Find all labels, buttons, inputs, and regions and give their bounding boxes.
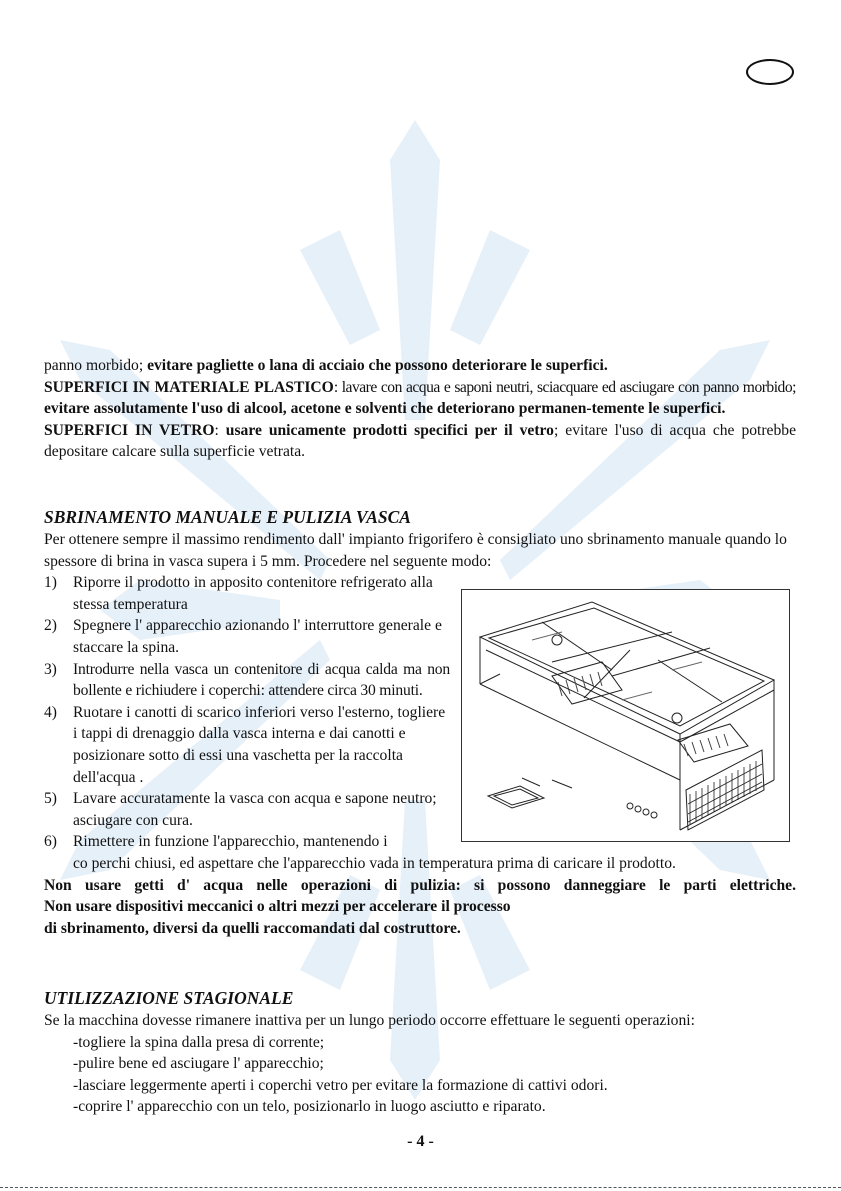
warning-water-jets: Non usare getti d' acqua nelle operazioni di pulizia: si possono danneggiare le parti elettriche. xyxy=(44,876,796,894)
warning-defrost-methods: di sbrinamento, diversi da quelli raccomandati dal costruttore. xyxy=(44,919,461,937)
list-item: 1) Riporre il prodotto in apposito contenitore refrigerato alla stessa temperatura xyxy=(44,574,433,613)
seasonal-section xyxy=(44,986,796,1118)
list-item: 6) Rimettere in funzione l'apparecchio, mantenendo i xyxy=(44,833,388,851)
list-item: -lasciare leggermente aperti i coperchi vetro per evitare la formazione di cattivi odori. xyxy=(73,1076,608,1094)
list-item: -coprire l' apparecchio con un telo, posizionarlo in luogo asciutto e riparato. xyxy=(73,1098,546,1116)
list-item: -pulire bene ed asciugare l' apparecchio; xyxy=(73,1055,324,1073)
list-item: 4) Ruotare i canotti di scarico inferiori verso l'esterno, togliere i tappi di drenaggio dalla vasca interna e dai canotti e posizionare sotto di essi una vaschetta per la raccolta dell'acqua . xyxy=(44,703,446,786)
list-item: -togliere la spina dalla presa di corrente; xyxy=(73,1033,325,1051)
plastic-surface-paragraph: SUPERFICI IN MATERIALE PLASTICO: lavare con acqua e saponi neutri, sciacquare ed asciugare con panno morbido; evitare assolutamente l'uso di alcool, acetone e solventi che deteriorano permanen-temente le superfici. xyxy=(44,378,796,418)
list-item: 5) Lavare accuratamente la vasca con acqua e sapone neutro; asciugare con cura. xyxy=(44,790,437,829)
freezer-drawing xyxy=(462,590,789,841)
step6-continuation: co perchi chiusi, ed aspettare che l'apparecchio vada in temperatura prima di caricare il prodotto. xyxy=(73,854,676,872)
freezer-illustration xyxy=(461,589,790,842)
seasonal-intro: Se la macchina dovesse rimanere inattiva per un lungo periodo occorre effettuare le seguenti operazioni: xyxy=(44,1012,695,1029)
metal-surface-line: panno morbido; evitare pagliette o lana di acciaio che possono deteriorare le superfici. xyxy=(44,357,608,374)
list-item: 2) Spegnere l' apparecchio azionando l' interruttore generale e staccare la spina. xyxy=(44,617,442,656)
defrost-steps-list xyxy=(44,572,450,853)
surface-cleaning-section xyxy=(44,355,796,463)
list-item: 3) Introdurre nella vasca un contenitore di acqua calda ma non bollente e richiudere i coperchi: attendere circa 30 minuti. xyxy=(44,660,450,700)
warning-mechanical-devices: Non usare dispositivi meccanici o altri mezzi per accelerare il processo xyxy=(44,898,511,916)
seasonal-heading: UTILIZZAZIONE STAGIONALE xyxy=(44,988,294,1008)
defrost-intro: Per ottenere sempre il massimo rendimento dall' impianto frigorifero è consigliato uno sbrinamento manuale quando lo spessore di brina in vasca supera i 5 mm. Procedere nel seguente modo: xyxy=(44,531,787,570)
bottom-divider xyxy=(0,1187,841,1188)
defrost-heading: SBRINAMENTO MANUALE E PULIZIA VASCA xyxy=(44,507,411,527)
glass-surface-paragraph: SUPERFICI IN VETRO: usare unicamente prodotti specifici per il vetro; evitare l'uso di acqua che potrebbe depositare calcare sulla superficie vetrata. xyxy=(44,421,796,461)
page-number: - 4 - xyxy=(407,1133,434,1150)
language-oval-badge xyxy=(746,59,794,85)
